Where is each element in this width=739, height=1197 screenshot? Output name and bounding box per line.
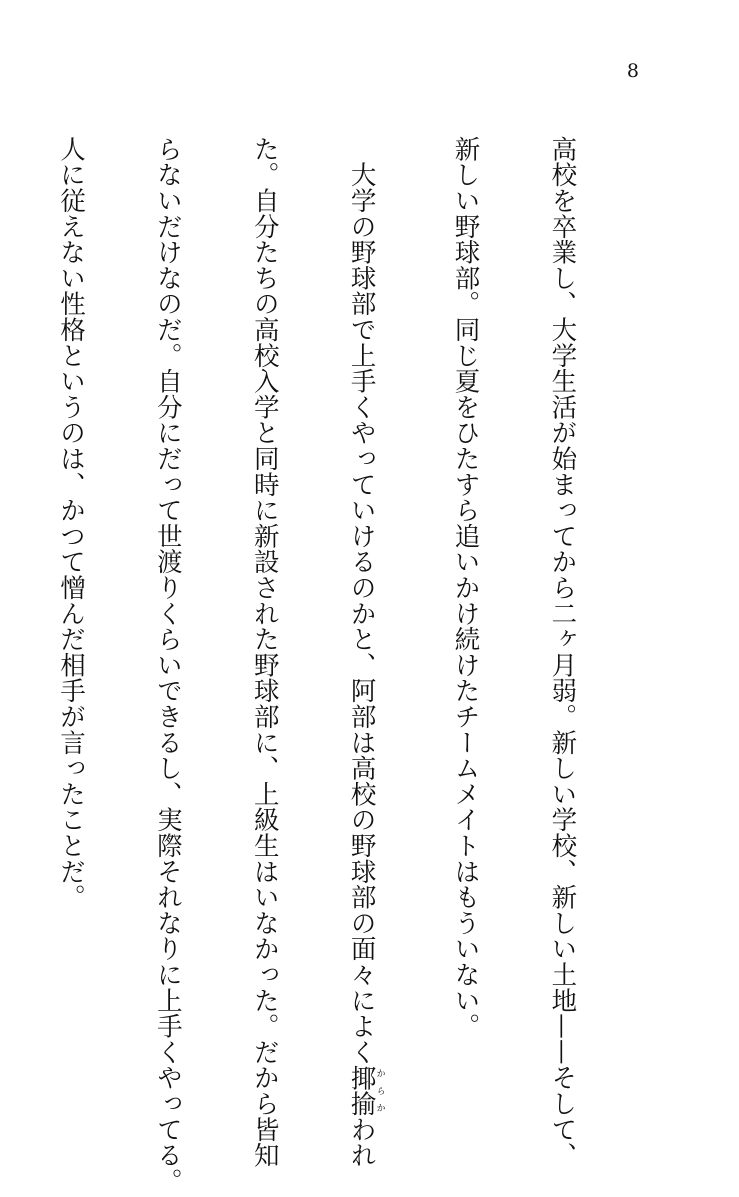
text-line: た。自分たちの高校入学と同時に新設された野球部に、上級生はいなかった。だから皆知 [249, 136, 280, 1168]
text-line: 新しい野球部。同じ夏をひたすら追いかけ続けたチームメイトはもういない。 [450, 136, 481, 1039]
text-line: 大学の野球部で上手くやっていけるのかと、阿部は高校の野球部の面々によく揶揄からかわれ [346, 136, 385, 1169]
text-line: らないだけなのだ。自分にだって世渡りくらいできるし、実際それなりに上手くやってる。 [152, 136, 183, 1194]
ruby-annotation: 揶揄からか [346, 1064, 385, 1117]
page-number: 8 [626, 60, 639, 82]
text-line: 人に従えない性格というのは、かつて憎んだ相手が言ったことだ。 [55, 136, 86, 910]
text-line: 高校を卒業し、大学生活が始まってから二ヶ月弱。新しい学校、新しい土地——そして、 [547, 136, 578, 1168]
novel-text [0, 136, 643, 1194]
